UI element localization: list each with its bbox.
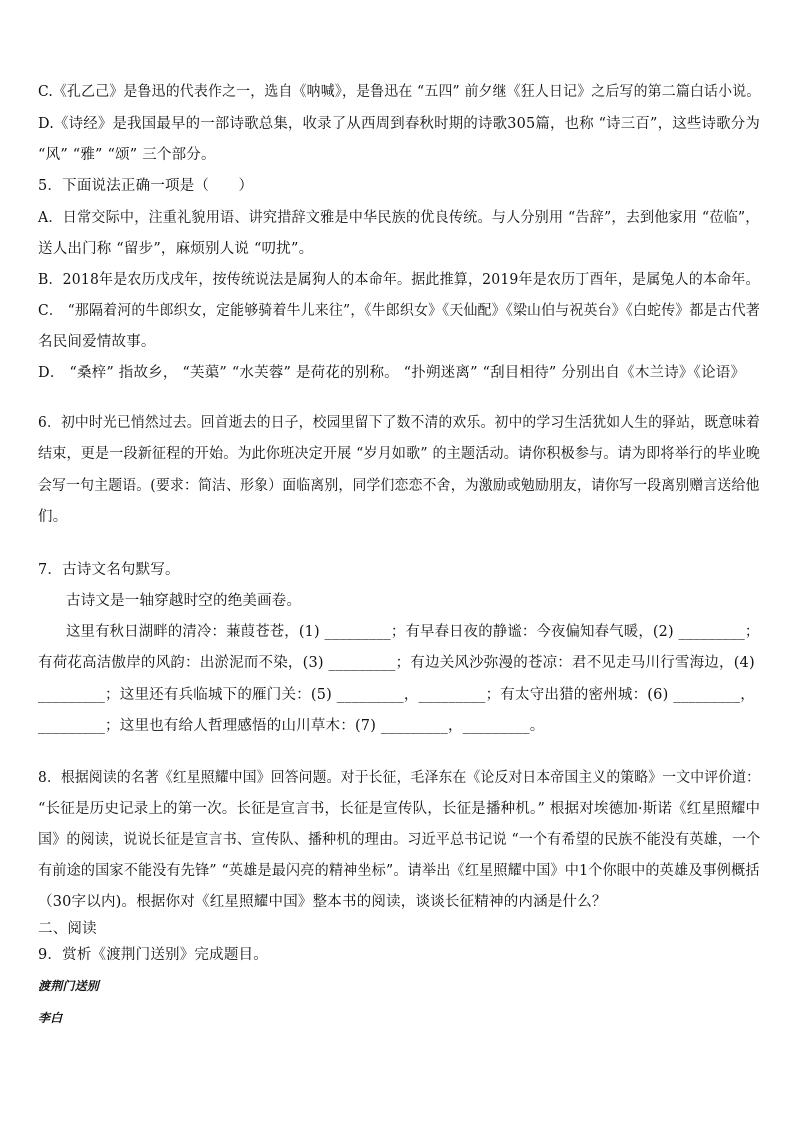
question-8-line-1: 8．根据阅读的名著《红星照耀中国》回答问题。对于长征，毛泽东在《论反对日本帝国主义的策略》一文中评价道： [38,770,761,786]
question-5-title: 5．下面说法正确一项是（ ） [38,178,254,194]
q5-option-a: A．日常交际中，注重礼貌用语、讲究措辞文雅是中华民族的优良传统。与人分别用 “告辞”，去到他家用 “莅临”， [38,210,760,226]
question-8-line-3: 国》的阅读，说说长征是宣言书、宣传队、播种机的理由。习近平总书记说 “一个有希望的民族不能没有英雄，一个 [38,832,761,848]
q5-option-d: D． “桑梓” 指故乡， “芙蕖” “水芙蓉” 是荷花的别称。 “扑朔迷离” “刮目相待” 分别出自《木兰诗》《论语》 [38,365,746,381]
poem-title: 渡荆门送别 [38,979,100,993]
poem-author: 李白 [38,1011,63,1025]
q5-option-b: B．2018年是农历戊戌年，按传统说法是属狗人的本命年。据此推算，2019年是农历丁酉年，是属兔人的本命年。 [38,272,760,288]
option-c-kongyiji: C.《孔乙己》是鲁迅的代表作之一，选自《呐喊》，是鲁迅在 “五四” 前夕继《狂人日记》之后写的第二篇白话小说。 [38,84,761,100]
question-6-line-1: 6．初中时光已悄然过去。回首逝去的日子，校园里留下了数不清的欢乐。初中的学习生活犹如人生的驿站，既意味着 [38,415,761,431]
question-9-title: 9．赏析《渡荆门送别》完成题目。 [38,947,268,963]
q5-option-c: C． “那隔着河的牛郎织女，定能够骑着牛儿来往”，《牛郎织女》《天仙配》《梁山伯与祝英台》《白蛇传》都是古代著 [38,303,761,319]
question-7-blank-line-1: 这里有秋日湖畔的清冷：蒹葭苍苍，(1) _________；有早春日夜的静谧：今夜偏知春气暖，(2) _________； [66,624,760,640]
question-7-title: 7．古诗文名句默写。 [38,562,180,578]
question-8-line-4: 有前途的国家不能没有先锋” “英雄是最闪亮的精神坐标”。请举出《红星照耀中国》中1个你眼中的英雄及事例概括 [38,863,760,879]
question-8-line-5: （30字以内)。根据你对《红星照耀中国》整本书的阅读，谈谈长征精神的内涵是什么？ [38,894,607,910]
question-7-intro: 古诗文是一轴穿越时空的绝美画卷。 [66,593,302,609]
question-7-blank-line-3: _________；这里还有兵临城下的雁门关：(5) _________，_________；有太守出猎的密州城：(6) _________， [38,687,755,703]
section-reading-heading: 二、阅读 [38,921,97,937]
q5-option-a-cont: 送人出门称 “留步”，麻烦别人说 “叨扰”。 [38,241,314,257]
question-7-blank-line-4: _________；这里也有给人哲理感悟的山川草木：(7) _________，_________。 [38,718,545,734]
question-6-line-2: 结束，更是一段新征程的开始。为此你班决定开展 “岁月如歌” 的主题活动。请你积极参与。请为即将举行的毕业晚 [38,446,761,462]
question-6-line-4: 们。 [38,509,68,525]
question-6-line-3: 会写一句主题语。(要求：简洁、形象）面临离别，同学们恋恋不舍，为激励或勉励朋友，请你写一段离别赠言送给他 [38,478,760,494]
q5-option-c-cont: 名民间爱情故事。 [38,334,156,350]
option-d-shijing: D.《诗经》是我国最早的一部诗歌总集，收录了从西周到春秋时期的诗歌305篇，也称 “诗三百”，这些诗歌分为 [38,116,760,132]
question-7-blank-line-2: 有荷花高洁傲岸的风韵：出淤泥而不染，(3) _________；有边关风沙弥漫的苍凉：君不见走马川行雪海边，(4) [38,655,755,671]
option-d-shijing-cont: “风” “雅” “颂” 三个部分。 [38,147,216,163]
question-8-line-2: “长征是历史记录上的第一次。长征是宣言书，长征是宣传队，长征是播种机。” 根据对埃德加·斯诺《红星照耀中 [38,801,761,817]
